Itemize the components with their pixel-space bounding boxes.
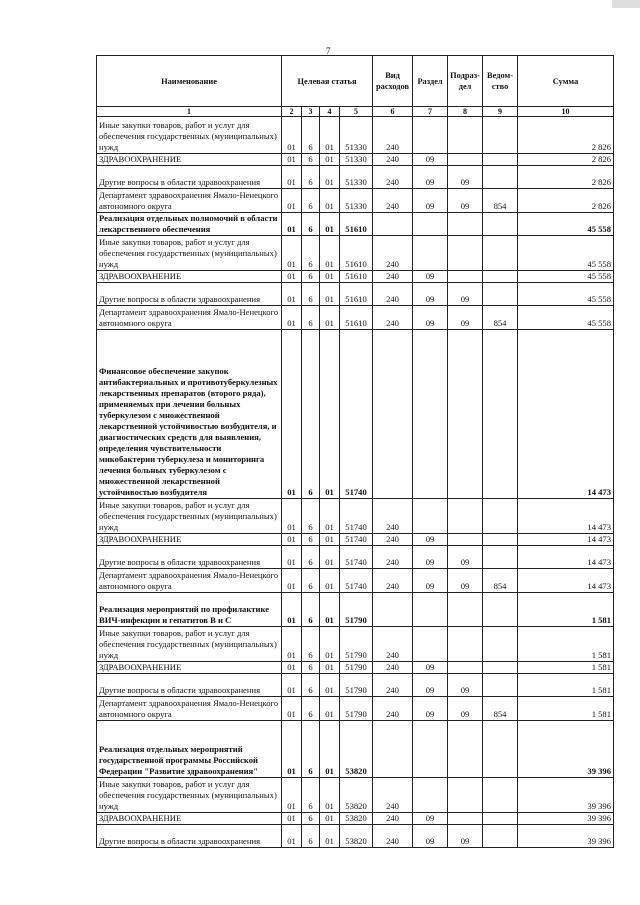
section	[413, 721, 448, 778]
section: 09	[413, 825, 448, 848]
section: 09	[413, 674, 448, 697]
target-code-3: 01	[320, 213, 340, 236]
target-code-4: 51330	[340, 189, 373, 213]
expense-type: 240	[373, 117, 413, 154]
target-code-2: 6	[302, 189, 320, 213]
subsection: 09	[448, 674, 483, 697]
department-code: 854	[483, 189, 518, 213]
target-code-3: 01	[320, 778, 340, 813]
expense-type: 240	[373, 306, 413, 330]
row-name: Департамент здравоохранения Ямало-Ненецкого автономного округа	[97, 697, 282, 721]
target-code-1: 01	[282, 117, 302, 154]
section: 09	[413, 697, 448, 721]
table-row	[97, 330, 614, 499]
target-code-2: 6	[302, 534, 320, 546]
sum: 45 558	[518, 236, 614, 271]
target-code-2: 6	[302, 662, 320, 674]
target-code-4: 53820	[340, 778, 373, 813]
target-code-4: 51790	[340, 674, 373, 697]
expense-type	[373, 593, 413, 627]
subsection: 09	[448, 189, 483, 213]
section	[413, 330, 448, 499]
column-number: 8	[448, 107, 483, 117]
section	[413, 778, 448, 813]
target-code-4: 53820	[340, 825, 373, 848]
section	[413, 236, 448, 271]
section: 09	[413, 534, 448, 546]
table-row	[97, 534, 614, 546]
sum: 45 558	[518, 271, 614, 283]
target-code-1: 01	[282, 697, 302, 721]
header-department: Ведом-ство	[483, 56, 518, 107]
target-code-4: 51610	[340, 213, 373, 236]
table-row	[97, 117, 614, 154]
target-code-2: 6	[302, 330, 320, 499]
target-code-2: 6	[302, 236, 320, 271]
row-name: Иные закупки товаров, работ и услуг для обеспечения государственных (муниципальных) нужд	[97, 236, 282, 271]
expense-type: 240	[373, 534, 413, 546]
table-row	[97, 813, 614, 825]
table-row	[97, 236, 614, 271]
target-code-4: 51740	[340, 330, 373, 499]
target-code-1: 01	[282, 569, 302, 593]
target-code-1: 01	[282, 271, 302, 283]
column-number: 3	[302, 107, 320, 117]
table-row	[97, 154, 614, 166]
subsection: 09	[448, 546, 483, 569]
section: 09	[413, 813, 448, 825]
expense-type: 240	[373, 166, 413, 189]
department-code	[483, 271, 518, 283]
column-number: 10	[518, 107, 614, 117]
target-code-1: 01	[282, 534, 302, 546]
target-code-1: 01	[282, 283, 302, 306]
department-code	[483, 627, 518, 662]
subsection	[448, 534, 483, 546]
header-target: Целевая статья	[282, 56, 373, 107]
expense-type: 240	[373, 499, 413, 534]
target-code-4: 51740	[340, 546, 373, 569]
expense-type: 240	[373, 627, 413, 662]
target-code-1: 01	[282, 306, 302, 330]
table-row	[97, 721, 614, 778]
target-code-2: 6	[302, 778, 320, 813]
row-name: ЗДРАВООХРАНЕНИЕ	[97, 154, 282, 166]
target-code-3: 01	[320, 499, 340, 534]
subsection	[448, 154, 483, 166]
subsection	[448, 813, 483, 825]
subsection	[448, 236, 483, 271]
target-code-2: 6	[302, 813, 320, 825]
target-code-1: 01	[282, 546, 302, 569]
sum: 39 396	[518, 778, 614, 813]
expense-type: 240	[373, 569, 413, 593]
table-row	[97, 569, 614, 593]
row-name: ЗДРАВООХРАНЕНИЕ	[97, 813, 282, 825]
row-name: Другие вопросы в области здравоохранения	[97, 546, 282, 569]
sum: 1 581	[518, 697, 614, 721]
target-code-4: 53820	[340, 813, 373, 825]
target-code-1: 01	[282, 778, 302, 813]
table-row	[97, 189, 614, 213]
target-code-4: 51740	[340, 499, 373, 534]
column-number: 6	[373, 107, 413, 117]
target-code-4: 51740	[340, 534, 373, 546]
row-name: Другие вопросы в области здравоохранения	[97, 166, 282, 189]
target-code-2: 6	[302, 213, 320, 236]
scan-edge	[612, 0, 640, 8]
row-name: Иные закупки товаров, работ и услуг для обеспечения государственных (муниципальных) нужд	[97, 117, 282, 154]
subsection	[448, 778, 483, 813]
department-code	[483, 213, 518, 236]
target-code-4: 51790	[340, 627, 373, 662]
expense-type	[373, 213, 413, 236]
table-row	[97, 499, 614, 534]
target-code-1: 01	[282, 499, 302, 534]
header-name: Наименование	[97, 56, 282, 107]
table-row	[97, 283, 614, 306]
target-code-4: 51330	[340, 166, 373, 189]
row-name: Департамент здравоохранения Ямало-Ненецкого автономного округа	[97, 189, 282, 213]
sum: 14 473	[518, 330, 614, 499]
target-code-3: 01	[320, 166, 340, 189]
row-name: ЗДРАВООХРАНЕНИЕ	[97, 271, 282, 283]
target-code-2: 6	[302, 271, 320, 283]
header-row	[97, 56, 614, 107]
expense-type: 240	[373, 662, 413, 674]
target-code-3: 01	[320, 189, 340, 213]
row-name: Иные закупки товаров, работ и услуг для обеспечения государственных (муниципальных) нужд	[97, 627, 282, 662]
row-name: Реализация мероприятий по профилактике ВИЧ-инфекции и гепатитов В и С	[97, 593, 282, 627]
target-code-3: 01	[320, 546, 340, 569]
department-code	[483, 499, 518, 534]
target-code-2: 6	[302, 697, 320, 721]
target-code-4: 51330	[340, 117, 373, 154]
column-number: 2	[282, 107, 302, 117]
sum: 45 558	[518, 213, 614, 236]
column-number-row	[97, 107, 614, 117]
expense-type: 240	[373, 236, 413, 271]
sum: 14 473	[518, 546, 614, 569]
target-code-3: 01	[320, 306, 340, 330]
target-code-4: 51740	[340, 569, 373, 593]
sum: 2 826	[518, 117, 614, 154]
subsection: 09	[448, 697, 483, 721]
target-code-4: 51330	[340, 154, 373, 166]
section: 09	[413, 546, 448, 569]
section: 09	[413, 306, 448, 330]
column-number: 9	[483, 107, 518, 117]
row-name: Другие вопросы в области здравоохранения	[97, 825, 282, 848]
sum: 1 581	[518, 674, 614, 697]
department-code: 854	[483, 306, 518, 330]
expense-type	[373, 330, 413, 499]
target-code-1: 01	[282, 825, 302, 848]
department-code	[483, 813, 518, 825]
table-row	[97, 166, 614, 189]
section: 09	[413, 166, 448, 189]
row-name: Реализация отдельных мероприятий государственной программы Российской Федерации "Развитие здравоохранения"	[97, 721, 282, 778]
section: 09	[413, 189, 448, 213]
department-code	[483, 825, 518, 848]
target-code-1: 01	[282, 166, 302, 189]
subsection	[448, 330, 483, 499]
target-code-1: 01	[282, 236, 302, 271]
target-code-2: 6	[302, 499, 320, 534]
expense-type	[373, 721, 413, 778]
table-row	[97, 271, 614, 283]
sum: 2 826	[518, 166, 614, 189]
header-section: Раздел	[413, 56, 448, 107]
target-code-4: 51610	[340, 283, 373, 306]
table-row	[97, 593, 614, 627]
row-name: ЗДРАВООХРАНЕНИЕ	[97, 534, 282, 546]
target-code-1: 01	[282, 627, 302, 662]
subsection	[448, 213, 483, 236]
target-code-4: 51790	[340, 593, 373, 627]
target-code-3: 01	[320, 117, 340, 154]
target-code-3: 01	[320, 721, 340, 778]
expense-type: 240	[373, 825, 413, 848]
department-code	[483, 546, 518, 569]
department-code	[483, 166, 518, 189]
department-code	[483, 236, 518, 271]
sum: 14 473	[518, 499, 614, 534]
sum: 45 558	[518, 283, 614, 306]
department-code	[483, 593, 518, 627]
target-code-2: 6	[302, 593, 320, 627]
column-number: 7	[413, 107, 448, 117]
target-code-3: 01	[320, 271, 340, 283]
target-code-2: 6	[302, 825, 320, 848]
target-code-2: 6	[302, 306, 320, 330]
target-code-2: 6	[302, 166, 320, 189]
target-code-2: 6	[302, 154, 320, 166]
target-code-1: 01	[282, 662, 302, 674]
header-sum: Сумма	[518, 56, 614, 107]
department-code	[483, 283, 518, 306]
section: 09	[413, 154, 448, 166]
target-code-2: 6	[302, 283, 320, 306]
target-code-3: 01	[320, 813, 340, 825]
row-name: Иные закупки товаров, работ и услуг для обеспечения государственных (муниципальных) нужд	[97, 778, 282, 813]
expense-type: 240	[373, 283, 413, 306]
subsection	[448, 593, 483, 627]
sum: 14 473	[518, 534, 614, 546]
target-code-3: 01	[320, 825, 340, 848]
subsection	[448, 117, 483, 154]
target-code-2: 6	[302, 117, 320, 154]
target-code-4: 53820	[340, 721, 373, 778]
department-code	[483, 674, 518, 697]
department-code	[483, 534, 518, 546]
row-name: Другие вопросы в области здравоохранения	[97, 283, 282, 306]
department-code	[483, 117, 518, 154]
header-expense-type: Вид расходов	[373, 56, 413, 107]
sum: 2 826	[518, 189, 614, 213]
target-code-1: 01	[282, 213, 302, 236]
expense-type: 240	[373, 154, 413, 166]
target-code-3: 01	[320, 569, 340, 593]
subsection	[448, 499, 483, 534]
column-number: 5	[340, 107, 373, 117]
sum: 1 581	[518, 627, 614, 662]
row-name: Департамент здравоохранения Ямало-Ненецкого автономного округа	[97, 306, 282, 330]
budget-table	[96, 55, 614, 848]
expense-type: 240	[373, 189, 413, 213]
row-name: ЗДРАВООХРАНЕНИЕ	[97, 662, 282, 674]
target-code-3: 01	[320, 697, 340, 721]
expense-type: 240	[373, 697, 413, 721]
section: 09	[413, 283, 448, 306]
subsection: 09	[448, 825, 483, 848]
sum: 2 826	[518, 154, 614, 166]
page-number: 7	[326, 46, 331, 56]
table-row	[97, 627, 614, 662]
expense-type: 240	[373, 674, 413, 697]
department-code	[483, 330, 518, 499]
sum: 39 396	[518, 825, 614, 848]
target-code-2: 6	[302, 674, 320, 697]
target-code-1: 01	[282, 189, 302, 213]
row-name: Департамент здравоохранения Ямало-Ненецкого автономного округа	[97, 569, 282, 593]
table-row	[97, 825, 614, 848]
column-number: 4	[320, 107, 340, 117]
row-name: Реализация отдельных полномочий в области лекарственного обеспечения	[97, 213, 282, 236]
target-code-1: 01	[282, 593, 302, 627]
section	[413, 499, 448, 534]
subsection: 09	[448, 306, 483, 330]
target-code-2: 6	[302, 546, 320, 569]
target-code-3: 01	[320, 330, 340, 499]
target-code-3: 01	[320, 674, 340, 697]
target-code-2: 6	[302, 569, 320, 593]
section	[413, 213, 448, 236]
subsection	[448, 271, 483, 283]
expense-type: 240	[373, 271, 413, 283]
table-row	[97, 306, 614, 330]
department-code	[483, 721, 518, 778]
section	[413, 117, 448, 154]
department-code	[483, 154, 518, 166]
subsection	[448, 662, 483, 674]
target-code-4: 51610	[340, 271, 373, 283]
expense-type: 240	[373, 813, 413, 825]
sum: 39 396	[518, 813, 614, 825]
target-code-1: 01	[282, 721, 302, 778]
section	[413, 593, 448, 627]
table-row	[97, 674, 614, 697]
table-row	[97, 697, 614, 721]
table-row	[97, 546, 614, 569]
subsection: 09	[448, 569, 483, 593]
target-code-1: 01	[282, 813, 302, 825]
row-name: Другие вопросы в области здравоохранения	[97, 674, 282, 697]
table-row	[97, 662, 614, 674]
target-code-4: 51790	[340, 662, 373, 674]
target-code-3: 01	[320, 627, 340, 662]
target-code-3: 01	[320, 283, 340, 306]
sum: 14 473	[518, 569, 614, 593]
department-code	[483, 662, 518, 674]
target-code-3: 01	[320, 154, 340, 166]
section	[413, 627, 448, 662]
target-code-4: 51610	[340, 306, 373, 330]
sum: 1 581	[518, 662, 614, 674]
subsection: 09	[448, 166, 483, 189]
sum: 39 396	[518, 721, 614, 778]
section: 09	[413, 662, 448, 674]
sum: 1 581	[518, 593, 614, 627]
expense-type: 240	[373, 546, 413, 569]
target-code-1: 01	[282, 154, 302, 166]
sum: 45 558	[518, 306, 614, 330]
subsection	[448, 721, 483, 778]
section: 09	[413, 569, 448, 593]
row-name: Иные закупки товаров, работ и услуг для обеспечения государственных (муниципальных) нужд	[97, 499, 282, 534]
target-code-2: 6	[302, 721, 320, 778]
target-code-3: 01	[320, 662, 340, 674]
target-code-3: 01	[320, 534, 340, 546]
target-code-3: 01	[320, 593, 340, 627]
row-name: Финансовое обеспечение закупок антибактериальных и противотуберкулезных лекарственных препаратов (второго ряда), применяемых при лечении больных туберкулезом с множественной лекарственной устойчивостью возбудителя, и диагностических средств для выявления, определения чувствительности микобактерии туберкулеза и мониторинга лечения больных туберкулезом с множественной лекарственной устойчивостью возбудителя	[97, 330, 282, 499]
header-subsection: Подраз-дел	[448, 56, 483, 107]
target-code-3: 01	[320, 236, 340, 271]
table-row	[97, 213, 614, 236]
table-row	[97, 778, 614, 813]
target-code-1: 01	[282, 330, 302, 499]
section: 09	[413, 271, 448, 283]
subsection: 09	[448, 283, 483, 306]
department-code: 854	[483, 697, 518, 721]
target-code-4: 51790	[340, 697, 373, 721]
target-code-1: 01	[282, 674, 302, 697]
target-code-4: 51610	[340, 236, 373, 271]
department-code	[483, 778, 518, 813]
column-number: 1	[97, 107, 282, 117]
expense-type: 240	[373, 778, 413, 813]
target-code-2: 6	[302, 627, 320, 662]
department-code: 854	[483, 569, 518, 593]
subsection	[448, 627, 483, 662]
